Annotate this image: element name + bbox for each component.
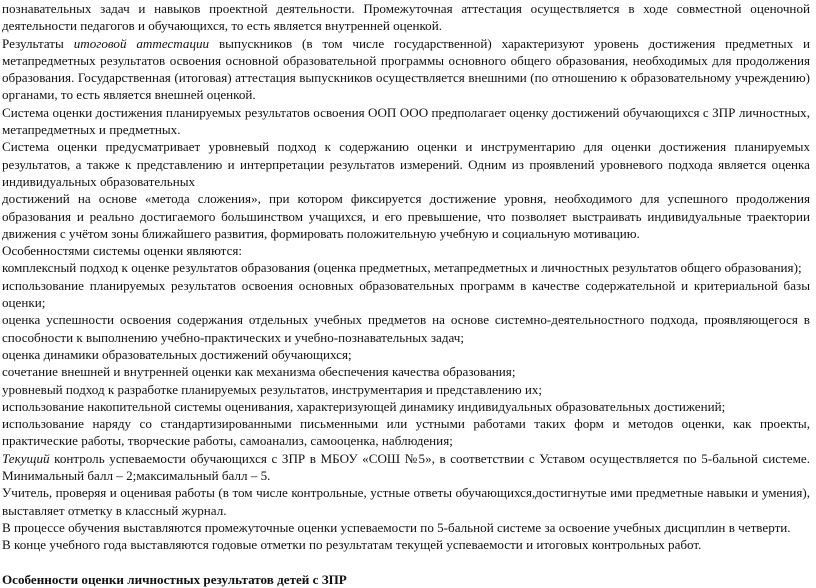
- list-item: использование планируемых результатов освоения основных образовательных программ в качестве содержательной и критериальной базы оценки;: [2, 277, 810, 311]
- paragraph-teacher-grading: Учитель, проверяя и оценивая работы (в том числе контрольные, устные ответы обучающихся,достигнутые ими предметные навыки и умения), выставляет отметку в классный журнал.: [2, 485, 810, 518]
- paragraph-current-control: Текущий контроль успеваемости обучающихся с ЗПР в МБОУ «СОШ №5», в соответствии с Уставом осуществляется по 5-бальной системе. Минимальный балл – 2;максимальный балл – 5.: [2, 450, 810, 484]
- paragraph-features-intro: Особенностями системы оценки являются:: [2, 243, 243, 259]
- paragraph-assessment-system: Система оценки достижения планируемых результатов освоения ООП ООО предполагает оценку достижений обучающихся с ЗПР личностных, метапредметных и предметных.: [2, 104, 810, 138]
- emphasis: итоговой аттестации: [73, 35, 210, 51]
- paragraph-addition-method: достижений на основе «метода сложения», при котором фиксируется достижение уровня, необходимого для успешного продолжения образования и реально достигаемого большинством учащихся, и его превышение, что позволяет выстраивать индивидуальные траектории движения с учётом зоны ближайшего развития, формировать положительную учебную и социальную мотивацию.: [2, 191, 810, 241]
- paragraph-intermediate-attestation: познавательных задач и навыков проектной деятельности. Промежуточная аттестация осуществляется в ходе совместной оценочной деятельности педагогов и обучающихся, то есть является внутренней оценкой.: [2, 1, 810, 34]
- list-item: оценка успешности освоения содержания отдельных учебных предметов на основе системно-деятельностного подхода, проявляющегося в способности к выполнению учебно-практических и учебно-познавательных задач;: [2, 312, 810, 345]
- list-item: комплексный подход к оценке результатов образования (оценка предметных, метапредметных и личностных результатов общего образования);: [2, 260, 802, 276]
- list-item: оценка динамики образовательных достижений обучающихся;: [2, 346, 352, 362]
- list-item: использование накопительной системы оценивания, характеризующей динамику индивидуальных образовательных достижений;: [2, 398, 726, 414]
- emphasis: Текущий: [2, 450, 50, 466]
- list-item: использование наряду со стандартизированными письменными или устными работами таких форм и методов оценки, как проекты, практические работы, творческие работы, самоанализ, самооценка, наблюдения;: [2, 416, 810, 449]
- section-heading: Особенности оценки личностных результатов детей с ЗПР: [2, 571, 347, 587]
- paragraph-final-attestation: Результаты итоговой аттестации выпускников (в том числе государственной) характеризуют уровень достижения предметных и метапредметных результатов освоения основной образовательной программы основного общего образования, необходимых для продолжения образования. Государственная (итоговая) аттестация выпускников осуществляется внешними (по отношению к образовательному учреждению) органами, то есть является внешней оценкой.: [2, 35, 811, 103]
- paragraph-level-approach: Система оценки предусматривает уровневый подход к содержанию оценки и инструментарию для оценки достижения планируемых результатов, а также к представлению и интерпретации результатов измерений. Одним из проявлений уровневого подхода является оценка индивидуальных образовательных: [2, 139, 810, 189]
- paragraph-annual-grades: В конце учебного года выставляются годовые отметки по результатам текущей успеваемости и итоговых контрольных работ.: [2, 537, 702, 553]
- paragraph-intermediate-grades: В процессе обучения выставляются промежуточные оценки успеваемости по 5-бальной системе за освоение учебных дисциплин в четверти.: [2, 519, 791, 535]
- list-item: уровневый подход к разработке планируемых результатов, инструментария и представлению их;: [2, 381, 543, 397]
- spacer: [2, 554, 810, 571]
- list-item: сочетание внешней и внутренней оценки как механизма обеспечения качества образования;: [2, 364, 516, 380]
